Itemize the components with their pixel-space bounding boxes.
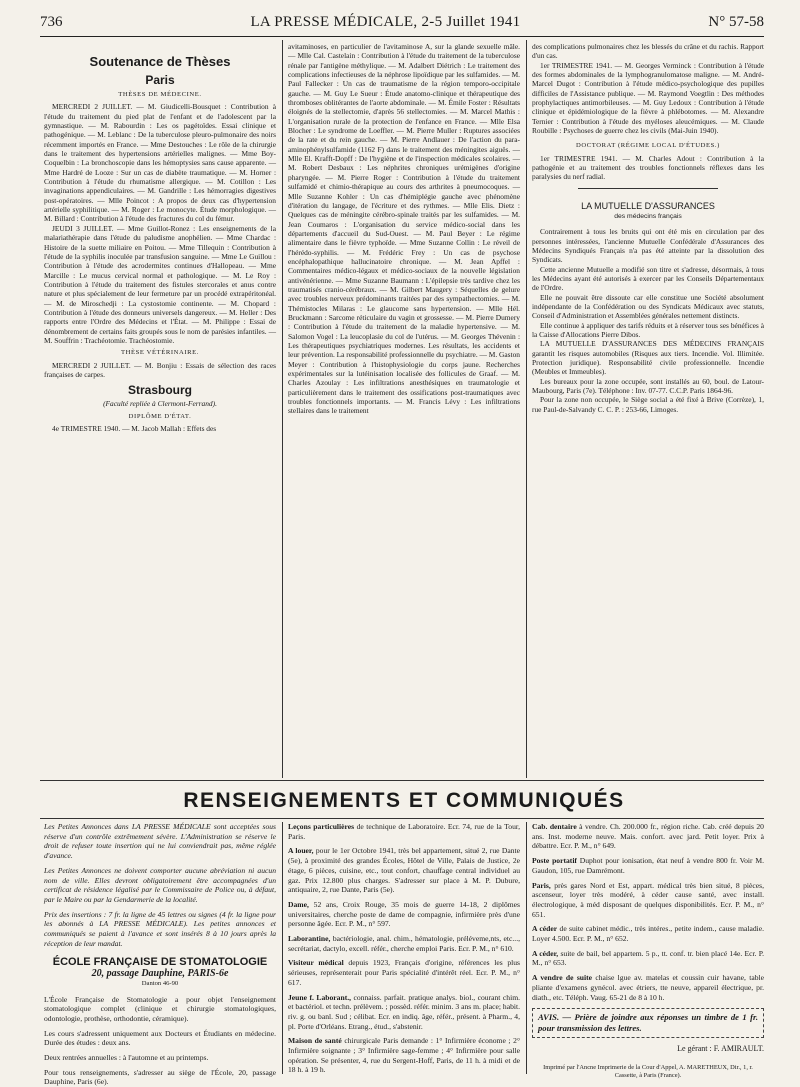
classified-ad: [532, 881, 764, 920]
theses-paragraph: MERCREDI 2 JUILLET. — M. Giudicelli-Bousquet : Contribution à l'étude du traitement du pied plat de l'enfant et de l'adolescent par la gymnastique. — M. Rabourdin : Les os pagétoïdes. Essai clinique et pathogénique. — M. Leblanc : De la tuberculose pleuro-pulmonaire des noirs récemment importés en France. — Mme Destouches : Le rôle de la chirurgie dans le traitement des hypertensions artérielles malignes. — Mme Boy-Coquelbin : La bronchoscopie dans les hémoptysies sans cause apparente. — Mme Hardré de Looze : Sur un cas de diabète traumatique. — M. Horner : Contribution à l'étude du rhumatisme allergique. — M. Cotillon : Les invaginations appendiculaires. — M. Gandrille : Les hémorragies digestives post-opératoires. — Mlle Poincot : A propos de deux cas d'hypertension artérielle syphilitique. — M. Roger : Le monocyte. Étude morphologique. — M. Billard : Contribution à l'étude des fractures du col du fémur.: [44, 102, 276, 224]
communiques-banner: RENSEIGNEMENTS ET COMMUNIQUÉS: [183, 789, 625, 812]
ad-text: Duphot pour ionisation, état neuf à vendre 800 fr. Voir M. Gaudon, 105, rue Damrémont.: [532, 856, 765, 875]
mutuelle-subtitle: des médecins français: [614, 212, 682, 220]
theses-title: Soutenance de Thèses: [89, 54, 231, 69]
ad-text: suite de bail, bel appartem. 5 p., tt. conf. tr. bien placé 14e. Ecr. P. M., n° 653.: [532, 948, 765, 968]
column-divider: [282, 822, 283, 1074]
ad-text: 52 ans, Croix Rouge, 35 mois de guerre 14-18, 2 diplômes universitaires, cherche poste de dame de compagnie, infirmière près d'une personne âgée. Ecr. P. M., n° 597.: [288, 899, 521, 929]
ecole-paragraph: Deux rentrées annuelles : à l'automne et au printemps.: [44, 1053, 209, 1063]
mutuelle-paragraph: Contrairement à tous les bruits qui ont été mis en circulation par des personnes intéressées, l'ancienne Mutuelle Confédérale d'Assurances des Médecins Syndiqués Français n'a pas été atteinte par la dissolution des Syndicats.: [532, 227, 764, 265]
classified-ad: [532, 924, 764, 943]
ad-lead: A céder: [532, 924, 558, 934]
ad-lead: Laborantine,: [288, 934, 331, 944]
column-theses: [44, 42, 276, 777]
banner-rule-top: [40, 780, 764, 781]
ad-lead: Maison de santé: [288, 1036, 342, 1046]
ad-text: de suite cabinet médic., très intéres., petite indem., cause maladie. Loyer 4.500. Ecr. P. M., n° 652.: [532, 924, 764, 944]
classified-ad: [532, 949, 764, 968]
classified-ad: [288, 993, 520, 1032]
strasbourg-heading: Strasbourg: [127, 383, 192, 398]
ad-lead: A céder,: [532, 948, 559, 958]
ad-lead: Visiteur médical: [288, 958, 344, 968]
theses-medecine-heading: THÈSES DE MÉDECINE.: [118, 91, 202, 98]
annonces-paragraph: Les Petites Annonces ne doivent comporter aucune abréviation ni aucun nom de ville. Elles devront obligatoirement être accompagnées d'un certificat de résidence légalisé par le Commissaire de Police ou, à défaut, par le Maire ou par la Gendarmerie de la localité.: [44, 865, 276, 904]
theses-continued-text: des complications pulmonaires chez les blessés du crâne et du rachis. Rapport d'un cas.: [532, 42, 764, 61]
mutuelle-paragraph: Elle ne pouvait être dissoute car elle constitue une Société absolument indépendante de la Confédération ou des Syndicats Médicaux avec statuts, Conseil d'Administration et Assemblées générales nettement distincts.: [532, 292, 764, 321]
column-divider: [526, 40, 527, 778]
ad-lead: A vendre de suite: [532, 973, 593, 983]
these-veterinaire-heading: THÈSE VÉTÉRINAIRE.: [120, 349, 200, 357]
column-divider: [282, 40, 283, 778]
page-number: 736: [40, 14, 63, 30]
mutuelle-paragraph: Cette ancienne Mutuelle a modifié son titre et s'adresse, désormais, à tous les Médecins ayant été autorisés à exercer par les Conseils Départementaux de l'Ordre.: [532, 264, 764, 293]
ad-lead: Dame,: [288, 899, 309, 909]
strasbourg-paragraph: 4e TRIMESTRE 1940. — M. Jacob Mallah : Effets des: [52, 424, 217, 433]
classified-ad: [288, 934, 520, 953]
doctorat-heading: DOCTORAT (RÉGIME LOCAL D'ÉTUDES.): [576, 142, 720, 150]
issue-number: N° 57-58: [708, 14, 764, 30]
page-header: [40, 14, 764, 37]
section-divider: [578, 188, 717, 189]
ad-text: près gares Nord et Est, appart. médical très bien situé, 8 pièces, ascenseur, loyer très modéré, à céder cause santé, avec install. électrologique, à méd disposant de quelques disponibilités. Ecr. P. M., n° 651.: [532, 880, 764, 919]
ad-text: pour le 1er Octobre 1941, très bel appartement, situé 2, rue Dante (5e), à proximité des grandes Écoles, Hôtel de Ville, Palais de Justice, 2e étage, 6 pièces, cuisine, etc., tout confort, chauffage central individuel au gaz. Prix 12.800 plus charges. S'adresser sur place à M. P. Dubure, antiquaire, 2, rue Dante, Paris (5e).: [288, 846, 520, 895]
column-mutuelle: [532, 42, 764, 777]
theses-continued-text: avitaminoses, en particulier de l'avitaminose A, sur la glande sexuelle mâle. — Mlle Cal. Castelain : Contribution à l'étude du traitement de la tuberculose rénale par l'antigène méthylique. — M. Adalbert Diétrich : Le traitement des complications infectieuses de la néphrose lipoïdique par les sulfamides. — M. Paul Fallecker : Un cas de traumatisme de la région temporo-occipitale gauche. — M. Guy Le Sueur : Étude anatomo-clinique et thérapeutique des thromboses oblitérantes de l'aorte abdominale. — M. Émile Foster : Résultats éloignés de la stellectomie, d'après 56 stellectomies. — M. Marcel Mathis : L'organisation rurale de la protection de l'enfance en France. — Mlle Elsa Blocher : Le syndrome de Loeffler. — M. Pierre Muller : Ruptures associées de la rate et du rein gauche. — M. Pierre Andlauer : De l'action du para-aminophénylsulfamide (1162 F) dans le traitement des méningites aiguës. — Mlle El. Krafft-Dopff : De l'hygiène et de l'inspection médicales scolaires. — M. Robert Desbaux : Les néphrites chroniques urémigènes d'origine pharyngée. — M. Pierre Roger : Contribution à l'étude du traitement sulfamidé et chimio-thérapique au cours des arthrites à pneumocoques. — Mlle Suzanne Kohler : Un cas d'hémiplégie gauche avec phénomène d'itération du langage, de l'écriture et des rythmes. — Mlle Elis. Dietz : Quelques cas de méningite cérébro-spinale traités par les sulfamides. — M. Jean Coumaros : L'organisation du service médico-social dans les départements d'accueil du Sud-Ouest. — M. Paul Beyer : Le régime alimentaire dans le fièvre typhoïde. — Mme Suzanne Collin : Le réveil de l'hérédo-syphilis. — M. Frédéric Frey : Un cas de psychose encéphalopathique hallucinatoire chronique. — M. Jean Apffel : Commentaires médico-légaux et médico-sociaux de la nouvelle législation antivénérienne. — Mme Suzanne Baumann : L'épilepsie très tardive chez les traumatisés cranio-cérébraux. — M. Gilbert Maugery : Séquelles de gelure avec troubles nerveux prédominants traitées par des sympathectomies. — M. Thémistocles Milaras : Le glaucome sans hypertension. — Mlle Hél. Bruckmann : Sarcome réticulaire du vagin et grossesse. — M. Pierre Dumery : Contribution à l'étude du traitement de la maladie hypertensive. — M. Salomon Vogel : La leucoplasie du col de l'utérus. — M. Georges Thévenin : Les thérapeutiques psychiatriques modernes. Les résultats, les accidents et leur prévention. La responsabilité professionnelle du psychiatre. — M. Gaston Meyer : Contribution à l'histophysiologie du corps jaune. Recherches expérimentales sur la lutéinisation localisée des follicules de Graaf. — M. Charles Azoulay : Les infiltrations anesthésiques en traumatologie et particulièrement dans le traitement des ossifications post-traumatiques avec troubles fonctionnels importants. — M. Francis Lévy : Les infiltrations stellaires dans le traitement: [288, 42, 520, 416]
mutuelle-paragraph: LA MUTUELLE D'ASSURANCES DES MÉDECINS FRANÇAIS garantit les risques automobiles (Risques aux tiers. Incendie. Vol. Illimitée. Protection juridique). Responsabilité civile professionnelle. Incendie (Meubles et Immeubles).: [532, 339, 764, 377]
diplome-etat-heading: DIPLÔME D'ÉTAT.: [128, 412, 192, 420]
ad-text: chirurgicale Paris demande : 1° Infirmière économe ; 2° Infirmière soignante ; 3° Infirmière sage-femme ; 4° Infirmière pour salle opération. Se présenter, 4, rue du Sergent-Hoff, Paris, de 11 h. à midi et de 18 h. à 19 h.: [288, 1036, 520, 1075]
ecole-paragraph: Les cours s'adressent uniquement aux Docteurs et Étudiants en médecine. Durée des études : deux ans.: [44, 1028, 276, 1048]
classified-ads-column-right: [532, 822, 765, 1079]
classified-ad: [532, 973, 764, 1002]
mutuelle-paragraph: Les bureaux pour la zone occupée, sont installés au 60, boul. de Latour-Maubourg, Paris (7e). Téléphone : Inv. 07-77. C.C.P. Paris 1864-96.: [532, 376, 764, 395]
ecole-telephone: Danton 46-90: [141, 979, 179, 987]
ad-lead: A louer,: [288, 846, 314, 856]
banner-rule-bottom: [40, 818, 764, 819]
column-divider: [526, 822, 527, 1074]
gerant-signature: Le gérant : F. AMIRAULT.: [677, 1044, 764, 1054]
theses-paragraph: JEUDI 3 JUILLET. — Mme Guillot-Ronez : Les enseignements de la malariathérapie dans l'étude du paludisme anophélien. — Mme Chardac : Histoire de la suette miliaire en Poitou. — Mme Tillequin : Contribution à l'étude de la syphilis inoculée par transfusion sanguine. — Mme Le Guillou : Contribution à l'étude des acrodermites continues d'Hallopeau. — Mme Marcille : Le mucus cervical normal et pathologique. — M. Le Roy : Contribution à l'étude du traitement des fistules stercorales et anus contre nature et plus spécialement de leur fermeture par un procédé extrapéritonéal. — M. de Miroschedji : La cystostomie continente. — M. Chopard : Contribution à l'étude des donneurs universels dangereux. — M. Heller : Des rapports entre l'Ordre des Médecins et l'État. — M. Philippe : Essai de dénombrement de certains faits groupés sous le nom de parésies infantiles. — M. Souffrin : Trachéotomie. Trachéostomie.: [44, 223, 276, 345]
classified-ad: [288, 822, 520, 841]
ad-text: bactériologie, anal. chim., hématologie, préléveme,nts, etc..., secrétariat, dactylo, excell. référ., cherche emploi Paris. Ecr. P. M., n° 610.: [288, 934, 520, 953]
classified-ad: [288, 1036, 520, 1075]
ad-lead: Cab. dentaire: [532, 822, 577, 831]
trimestre-paragraph: 1er TRIMESTRE 1941. — M. Georges Verminck : Contribution à l'étude des formes abdominales de la lymphogranulomatose maligne. — M. André-Marcel Dugot : Contribution à l'étude médico-psychologique des pupilles difficiles de l'Assistance publique. — M. Raymond Voegtlin : Des méthodes prophylactiques antimorbileuses. — M. Guy Ledoux : Contribution à l'étude clinique et épidémiologique de la fièvre à phlébotomes. — M. Alexandre Ternier : Contribution à l'étude des myéloses aleucémiques. — M. Claude Roubille : Psychoses de guerre chez les civils (Mai-Juin 1940).: [532, 60, 764, 136]
classified-ad: [288, 958, 520, 987]
ecole-title: ÉCOLE FRANÇAISE DE STOMATOLOGIE: [52, 956, 268, 969]
ad-text: connaiss. parfait. pratique analys. biol., courant chim. et bactériol. et techn. prélèvem. ; possèd. référ. minim. 3 ans m. place; habit. riv. g. ou banl. Sud ; célibat. Ecr. en indiq. âge, référ., présent. à Pharm., 4, pl. Porte d'Orléans. Etrang., étud., s'abstenir.: [288, 992, 520, 1031]
doctorat-paragraph: 1er TRIMESTRE 1941. — M. Charles Adout : Contribution à la pathogénie et au traitement des troubles fonctionnels réflexes dans les paralysies du nerf radial.: [532, 153, 764, 182]
ad-text: chaise lgue av. matelas et coussin cuir havane, table pliante d'examens gynécol. avec étriers, tte neuve, appareil électrique, pr. diath., etc. Téléph. Vaug. 65-21 de 8 à 10 h.: [532, 973, 764, 1002]
classified-ad: [532, 856, 764, 875]
ad-lead: Paris,: [532, 880, 551, 890]
ecole-paragraph: Pour tous renseignements, s'adresser au siège de l'École, 20, passage Dauphine, Paris (6e).: [44, 1067, 276, 1087]
classified-ad: [532, 822, 764, 851]
ecole-address: 20, passage Dauphine, PARIS-6e: [91, 968, 229, 980]
annonces-column: [44, 822, 276, 1087]
veterinaire-paragraph: MERCREDI 2 JUILLET. — M. Bonjiu : Essais de sélection des races françaises de carpes.: [44, 360, 276, 379]
ad-text: de technique de Laboratoire. Ecr. 74, rue de la Tour, Paris.: [288, 822, 521, 841]
mutuelle-paragraph: Pour la zone non occupée, le Siège social a été fixé à Brive (Corrèze), 1, rue Paul-de-Salvandy C. C. P. : 253-66, Limoges.: [532, 395, 764, 414]
avis-box: AVIS. — Prière de joindre aux réponses un timbre de 1 fr. pour transmission des lettres.: [532, 1008, 764, 1038]
ad-text: à vendre. Ch. 200.000 fr., région riche. Cab. créé depuis 20 ans. Inst. moderne neuve. Mais. confort. avec jard. Petit loyer. Prix à débattre. Ecr. P. M., n° 649.: [532, 822, 764, 851]
journal-title: LA PRESSE MÉDICALE, 2-5 Juillet 1941: [250, 14, 521, 30]
strasbourg-note: (Faculté repliée à Clermont-Ferrand).: [103, 399, 217, 409]
ecole-paragraph: L'École Française de Stomatologie a pour objet l'enseignement stomatologique complet (clinique et chirurgie stomatologiques, odontologie, prothèse, orthodontie, céramique).: [44, 994, 276, 1023]
classified-ad: [288, 846, 520, 895]
classified-ads-column: [288, 822, 521, 1075]
column-theses-continued: [288, 42, 520, 777]
printer-imprint: Imprimé par l'Ancne Imprimerie de la Cour d'Appel, A. MARETHEUX, Dir., 1, r. Cassette, à Paris (France).: [543, 1063, 753, 1079]
annonces-paragraph: Les Petites Annonces dans LA PRESSE MÉDICALE sont acceptées sous réserve d'un contrôle extrêmement sévère. L'Administration se réserve le droit de refuser toute insertion qui ne lui conviendrait pas, même réglée d'avance.: [44, 822, 276, 861]
mutuelle-title: LA MUTUELLE D'ASSURANCES: [581, 200, 715, 211]
ad-lead: Poste portatif: [532, 856, 577, 866]
mutuelle-paragraph: Elle continue à appliquer des tarifs réduits et à réserver tous ses bénéfices à la Caisse d'Allocations Pierre Dibos.: [532, 320, 764, 339]
annonces-paragraph: Prix des insertions : 7 fr. la ligne de 45 lettres ou signes (4 fr. la ligne pour les abonnés à LA PRESSE MÉDICALE). Les petites annonces et communiqués se paient à l'avance et sont insérés 8 à 10 jours après la réception de leur mandat.: [44, 909, 276, 948]
ad-text: depuis 1923, Français d'origine, références les plus sérieuses, représenterait pour Paris spécialité d'intérêt réel. Ecr. P. M., n° 617.: [288, 958, 521, 987]
classified-ad: [288, 900, 520, 929]
ad-lead: Jeune f. Laborant.,: [288, 992, 352, 1002]
paris-heading: Paris: [145, 73, 175, 87]
ad-lead: Leçons particulières: [288, 822, 355, 831]
